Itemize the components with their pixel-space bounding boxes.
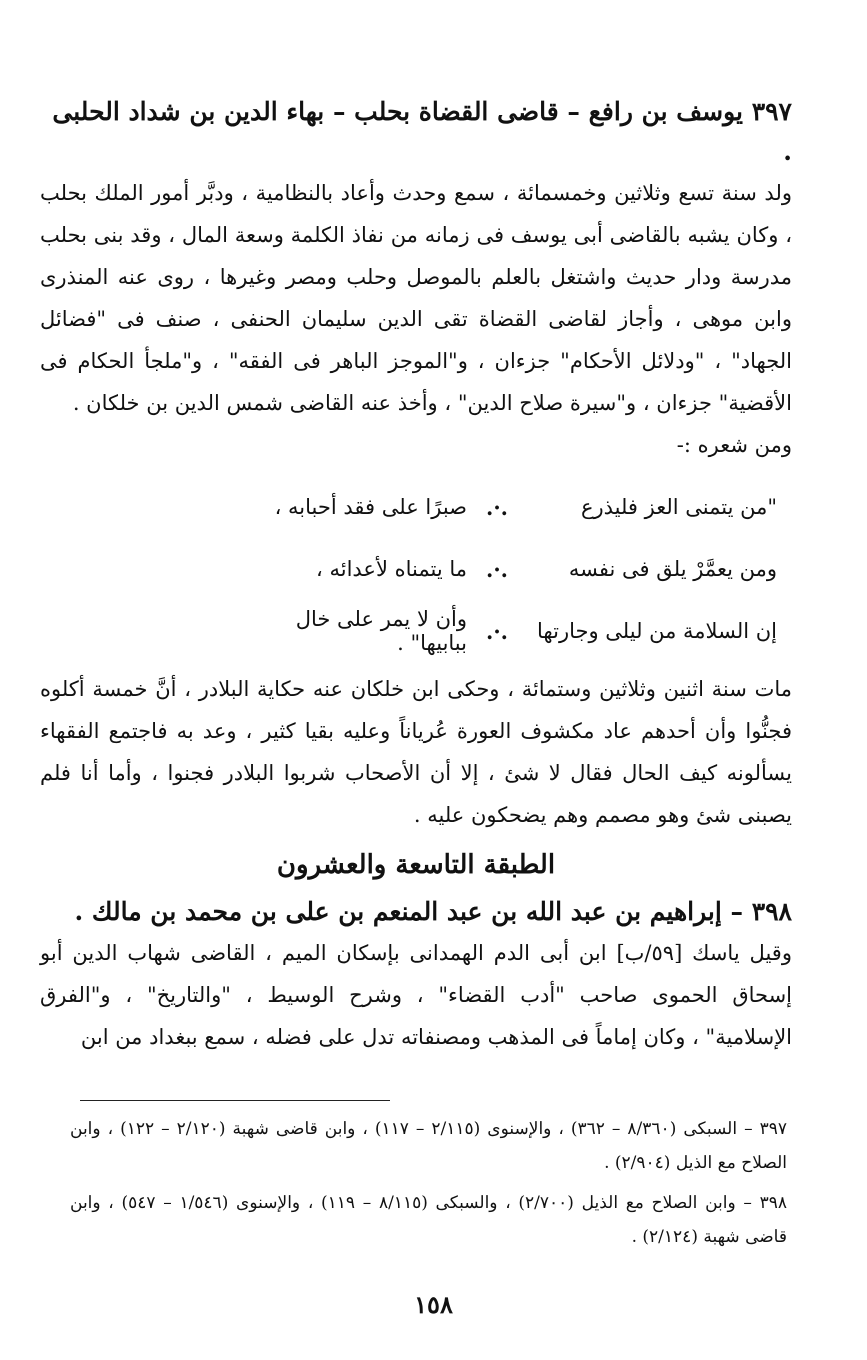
verse-second-hemistich: صبرًا على فقد أحبابه ،	[274, 495, 467, 519]
verse-separator: .·.	[486, 618, 508, 644]
verse-first-hemistich: إن السلامة من ليلى وجارتها	[537, 619, 777, 643]
verse-line	[40, 476, 792, 538]
page-number: ١٥٨	[414, 1290, 453, 1319]
footnote-398: ٣٩٨ – وابن الصلاح مع الذيل (٢/٧٠٠) ، والسبكى (٨/١١٥ – ١١٩) ، والإسنوى (١/٥٤٦ – ٥٤٧) ، وابن قاضى شهبة (٢/١٢٤) .	[70, 1193, 787, 1247]
footnote-divider	[80, 1100, 390, 1101]
entry-397-paragraph-after: مات سنة اثنين وثلاثين وستمائة ، وحكى ابن خلكان عنه حكاية البلادر ، أنَّ خمسة أكلوه فجنُّوا وأن أحدهم عاد مكشوف العورة عُرياناً وعليه بقيا كثير ، وعد به فاجتمع الفقهاء يسألونه كيف الحال فقال لا شئ ، إلا أن الأصحاب شربوا البلادر فجنوا ، وأما أنا فلم يصبنى شئ وهو مصمم وهم يضحكون عليه .	[40, 677, 792, 827]
verse-first-hemistich: ومن يعمَّرْ يلق فى نفسه	[568, 557, 777, 581]
verse-line	[40, 538, 792, 600]
verse-second-hemistich: وأن لا يمر على خال ببابيها" .	[295, 607, 467, 655]
verse-line	[40, 600, 792, 662]
entry-397-title: ٣٩٧ يوسف بن رافع – قاضى القضاة بحلب – بهاء الدين بن شداد الحلبى .	[52, 97, 792, 166]
footnotes	[70, 1112, 787, 1260]
entry-397-paragraph: ولد سنة تسع وثلاثين وخمسمائة ، سمع وحدث وأعاد بالنظامية ، ودبَّر أمور الملك بحلب ، وكان يشبه بالقاضى أبى يوسف فى زمانه من نفاذ الكلمة وسعة المال ، وقد بنى بحلب مدرسة ودار حديث واشتغل بالعلم بالموصل وحلب ومصر وغيرها ، روى عنه المنذرى وابن موهى ، وأجاز لقاضى القضاة تقى الدين سليمان الحنفى ، صنف فى "فضائل الجهاد" ، "ودلائل الأحكام" جزءان ، و"الموجز الباهر فى الفقه" ، و"ملجأ الحكام فى الأقضية" جزءان ، و"سيرة صلاح الدين" ، وأخذ عنه القاضى شمس الدين بن خلكان .	[40, 181, 792, 415]
verse-second-hemistich: ما يتمناه لأعدائه ،	[316, 557, 467, 581]
verse-first-hemistich: "من يتمنى العز فليذرع	[580, 495, 777, 519]
entry-398-paragraph: وقيل ياسك [٥٩/ب] ابن أبى الدم الهمدانى بإسكان الميم ، القاضى شهاب الدين أبو إسحاق الحموى صاحب "أدب القضاء" ، وشرح الوسيط ، "والتاريخ" ، و"الفرق الإسلامية" ، وكان إماماً فى المذهب ومصنفاته تدل على فضله ، سمع ببغداد من ابن	[40, 941, 792, 1049]
verse-separator: .·.	[486, 494, 508, 520]
poetry-intro: ومن شعره :-	[676, 433, 792, 457]
section-heading: الطبقة التاسعة والعشرون	[276, 850, 556, 880]
verse-separator: .·.	[486, 556, 508, 582]
entry-398-title: ٣٩٨ – إبراهيم بن عبد الله بن عبد المنعم بن على بن محمد بن مالك .	[74, 897, 792, 926]
page-body	[40, 70, 792, 1058]
footnote-397: ٣٩٧ – السبكى (٨/٣٦٠ – ٣٦٢) ، والإسنوى (٢/١١٥ – ١١٧) ، وابن قاضى شهبة (٢/١٢٠ – ١٢٢) ، وابن الصلاح مع الذيل (٢/٩٠٤) .	[70, 1119, 787, 1173]
poetry-block	[40, 476, 792, 662]
